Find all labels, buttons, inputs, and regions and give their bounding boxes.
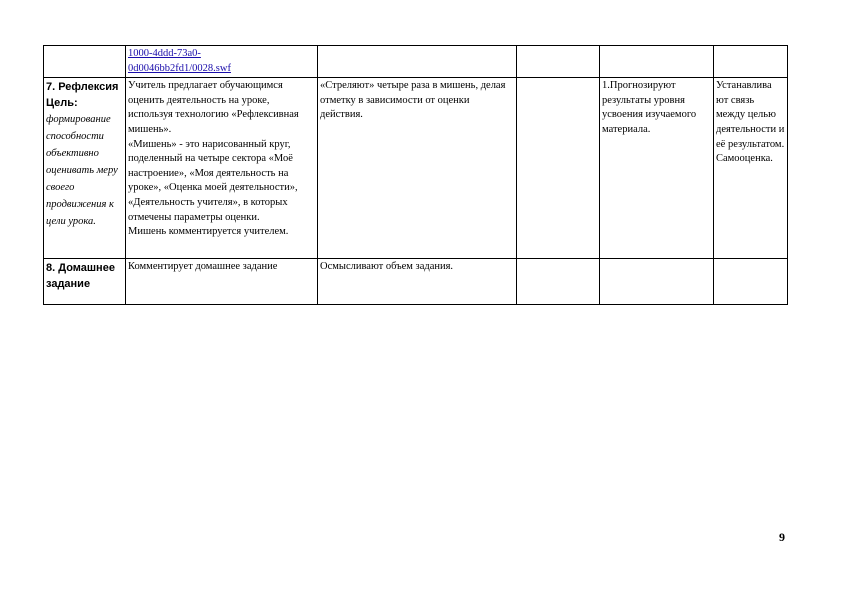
table-row (44, 78, 788, 259)
table-cell (517, 46, 600, 78)
stage-goal: формирование способности объективно оценивать меру своего продвижения к цели урока. (46, 114, 118, 228)
table-cell (517, 259, 600, 305)
page-number: 9 (779, 530, 785, 544)
table-cell (44, 46, 126, 78)
swf-resource-link[interactable]: 1000-4ddd-73a0- 0d0046bb2fd1/0028.swf (128, 48, 231, 74)
lesson-plan-table (43, 45, 788, 305)
table-row (44, 259, 788, 305)
table-cell (318, 46, 517, 78)
table-cell (126, 46, 318, 78)
teacher-activity-text: Учитель предлагает обучающимся оценить деятельность на уроке, используя технологию «Рефлексивная мишень». «Мишень» - это нарисованный круг, поделенный на четыре сектора «Моё настроение», «Моя деятельность на уроке», «Оценка моей деятельности», «Деятельность учителя», в которых отмечены параметры оценки. Мишень комментируется учителем. (128, 80, 299, 238)
uud-cell (714, 78, 788, 259)
table-cell (714, 46, 788, 78)
results-text: 1.Прогнозируют результаты уровня усвоения изучаемого материала. (602, 80, 697, 135)
table-cell (714, 259, 788, 305)
stage-title: 8. Домашнее задание (46, 262, 115, 291)
table-cell (600, 46, 714, 78)
teacher-activity-text: Комментирует домашнее задание (128, 261, 278, 273)
stage-cell (44, 78, 126, 259)
stage-cell (44, 259, 126, 305)
table-row (44, 46, 788, 78)
student-activity-text: Осмысливают объем задания. (320, 261, 454, 273)
results-cell (600, 78, 714, 259)
uud-text: Устанавлива ют связь между целью деятельности и её результатом. Самооценка. (716, 80, 785, 165)
stage-goal-label: Цель: (46, 97, 78, 110)
student-activity-cell (318, 78, 517, 259)
student-activity-cell (318, 259, 517, 305)
table-cell (517, 78, 600, 259)
student-activity-text: «Стреляют» четыре раза в мишень, делая отметку в зависимости от оценки действия. (320, 80, 506, 121)
stage-title: 7. Рефлексия (46, 81, 119, 94)
table-cell (600, 259, 714, 305)
teacher-activity-cell (126, 259, 318, 305)
teacher-activity-cell (126, 78, 318, 259)
